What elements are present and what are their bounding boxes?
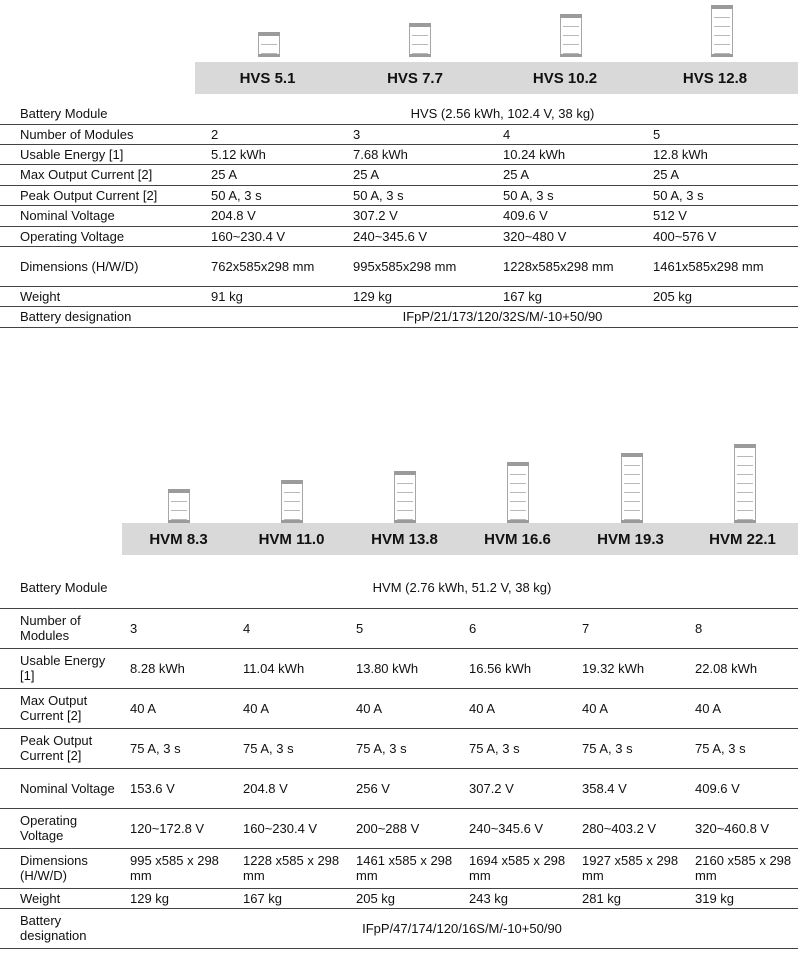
battery-stack-icon <box>711 5 733 57</box>
model-heading: HVS 5.1 <box>239 69 296 87</box>
hvm-spec-table <box>0 568 798 949</box>
model-heading: HVM 13.8 <box>371 530 438 548</box>
spec-row <box>0 124 798 144</box>
row-value: 240~345.6 V <box>349 226 499 246</box>
row-value: 281 kg <box>578 888 691 908</box>
row-value: 204.8 V <box>239 768 352 808</box>
row-label: Usable Energy [1] <box>0 648 126 688</box>
row-value: 409.6 V <box>499 205 649 226</box>
row-label: Operating Voltage <box>0 808 126 848</box>
row-value: 200~288 V <box>352 808 465 848</box>
row-label: Nominal Voltage <box>0 205 207 226</box>
battery-stack-icon <box>394 471 416 523</box>
model-heading: HVS 10.2 <box>532 69 598 87</box>
row-value: 240~345.6 V <box>465 808 578 848</box>
row-label: Battery designation <box>0 908 126 948</box>
row-value: 6 <box>465 608 578 648</box>
row-value: 319 kg <box>691 888 798 908</box>
spec-row <box>0 226 798 246</box>
row-value: 256 V <box>352 768 465 808</box>
row-value: 13.80 kWh <box>352 648 465 688</box>
row-label: Battery Module <box>0 568 126 608</box>
row-value: 4 <box>239 608 352 648</box>
row-value: 50 A, 3 s <box>207 185 349 205</box>
model-heading: HVM 22.1 <box>709 530 776 548</box>
spec-row <box>0 648 798 688</box>
row-value: 1694 x585 x 298 mm <box>465 848 578 888</box>
spec-row <box>0 568 798 608</box>
row-value: 25 A <box>207 164 349 185</box>
row-label: Usable Energy [1] <box>0 144 207 164</box>
row-value: 3 <box>349 124 499 144</box>
row-value: 25 A <box>649 164 798 185</box>
row-value: 40 A <box>126 688 239 728</box>
battery-stack-icon <box>621 453 643 523</box>
battery-stack-icon <box>168 489 190 523</box>
battery-stack-icon <box>258 32 280 57</box>
spec-row <box>0 768 798 808</box>
hvs-model-bar <box>195 62 798 94</box>
row-value: 8 <box>691 608 798 648</box>
battery-stack-icon <box>560 14 582 57</box>
row-value: 40 A <box>352 688 465 728</box>
row-label: Number of Modules <box>0 608 126 648</box>
row-value: 7 <box>578 608 691 648</box>
row-label: Nominal Voltage <box>0 768 126 808</box>
spec-row <box>0 688 798 728</box>
row-value: 307.2 V <box>465 768 578 808</box>
row-value: 205 kg <box>649 286 798 306</box>
hvs-spec-table <box>0 104 798 328</box>
row-value: 16.56 kWh <box>465 648 578 688</box>
battery-stack-icon <box>734 444 756 523</box>
spec-row <box>0 246 798 286</box>
row-value: 40 A <box>691 688 798 728</box>
spec-row <box>0 144 798 164</box>
row-value: 120~172.8 V <box>126 808 239 848</box>
row-value: 409.6 V <box>691 768 798 808</box>
row-value: 153.6 V <box>126 768 239 808</box>
row-label: Max Output Current [2] <box>0 688 126 728</box>
row-value: 50 A, 3 s <box>349 185 499 205</box>
row-value: 75 A, 3 s <box>126 728 239 768</box>
row-label: Operating Voltage <box>0 226 207 246</box>
row-label: Weight <box>0 286 207 306</box>
spec-row <box>0 848 798 888</box>
row-value: 50 A, 3 s <box>649 185 798 205</box>
battery-stack-icon <box>507 462 529 523</box>
row-value: 512 V <box>649 205 798 226</box>
spec-row <box>0 205 798 226</box>
model-heading: HVS 12.8 <box>682 69 748 87</box>
spec-row <box>0 306 798 327</box>
row-value: 3 <box>126 608 239 648</box>
row-value: 25 A <box>499 164 649 185</box>
row-value: 204.8 V <box>207 205 349 226</box>
row-value: 2160 x585 x 298 mm <box>691 848 798 888</box>
row-value: 160~230.4 V <box>207 226 349 246</box>
row-span-value: HVM (2.76 kWh, 51.2 V, 38 kg) <box>126 568 798 608</box>
model-heading: HVM 16.6 <box>484 530 551 548</box>
row-label: Battery Module <box>0 104 207 124</box>
spec-row <box>0 286 798 306</box>
row-value: 243 kg <box>465 888 578 908</box>
row-span-value: HVS (2.56 kWh, 102.4 V, 38 kg) <box>207 104 798 124</box>
row-value: 2 <box>207 124 349 144</box>
row-value: 40 A <box>239 688 352 728</box>
model-heading: HVS 7.7 <box>387 69 443 87</box>
row-value: 995 x585 x 298 mm <box>126 848 239 888</box>
spec-row <box>0 164 798 185</box>
row-value: 91 kg <box>207 286 349 306</box>
battery-stack-icon <box>409 23 431 57</box>
spec-row <box>0 608 798 648</box>
row-value: 75 A, 3 s <box>578 728 691 768</box>
row-value: 1461x585x298 mm <box>649 246 798 286</box>
spec-row <box>0 888 798 908</box>
row-value: 75 A, 3 s <box>465 728 578 768</box>
model-heading: HVM 19.3 <box>597 530 664 548</box>
row-value: 1228x585x298 mm <box>499 246 649 286</box>
row-value: 11.04 kWh <box>239 648 352 688</box>
row-value: 19.32 kWh <box>578 648 691 688</box>
spec-row <box>0 728 798 768</box>
row-value: 762x585x298 mm <box>207 246 349 286</box>
spec-row <box>0 908 798 948</box>
spec-row <box>0 104 798 124</box>
row-value: 5 <box>649 124 798 144</box>
row-value: 307.2 V <box>349 205 499 226</box>
spec-row <box>0 185 798 205</box>
row-value: 75 A, 3 s <box>691 728 798 768</box>
model-heading: HVM 11.0 <box>258 530 325 548</box>
row-label: Peak Output Current [2] <box>0 185 207 205</box>
row-value: 400~576 V <box>649 226 798 246</box>
row-value: 1927 x585 x 298 mm <box>578 848 691 888</box>
row-value: 75 A, 3 s <box>239 728 352 768</box>
row-value: 12.8 kWh <box>649 144 798 164</box>
row-value: 25 A <box>349 164 499 185</box>
hvm-model-bar <box>122 523 798 555</box>
row-label: Peak Output Current [2] <box>0 728 126 768</box>
row-value: 5 <box>352 608 465 648</box>
row-value: 10.24 kWh <box>499 144 649 164</box>
row-label: Battery designation <box>0 306 207 327</box>
row-label: Dimensions (H/W/D) <box>0 246 207 286</box>
row-label: Number of Modules <box>0 124 207 144</box>
battery-stack-icon <box>281 480 303 523</box>
row-value: 995x585x298 mm <box>349 246 499 286</box>
row-value: 4 <box>499 124 649 144</box>
row-value: 129 kg <box>349 286 499 306</box>
row-span-value: IFpP/21/173/120/32S/M/-10+50/90 <box>207 306 798 327</box>
row-value: 5.12 kWh <box>207 144 349 164</box>
row-value: 1461 x585 x 298 mm <box>352 848 465 888</box>
row-value: 358.4 V <box>578 768 691 808</box>
row-span-value: IFpP/47/174/120/16S/M/-10+50/90 <box>126 908 798 948</box>
model-heading: HVM 8.3 <box>149 530 208 548</box>
row-value: 50 A, 3 s <box>499 185 649 205</box>
row-value: 167 kg <box>499 286 649 306</box>
row-value: 320~460.8 V <box>691 808 798 848</box>
row-value: 167 kg <box>239 888 352 908</box>
row-value: 320~480 V <box>499 226 649 246</box>
row-value: 75 A, 3 s <box>352 728 465 768</box>
spec-row <box>0 808 798 848</box>
row-value: 22.08 kWh <box>691 648 798 688</box>
row-value: 160~230.4 V <box>239 808 352 848</box>
row-value: 40 A <box>578 688 691 728</box>
row-value: 7.68 kWh <box>349 144 499 164</box>
row-value: 280~403.2 V <box>578 808 691 848</box>
row-value: 129 kg <box>126 888 239 908</box>
row-value: 8.28 kWh <box>126 648 239 688</box>
row-value: 205 kg <box>352 888 465 908</box>
row-value: 1228 x585 x 298 mm <box>239 848 352 888</box>
row-label: Max Output Current [2] <box>0 164 207 185</box>
row-label: Weight <box>0 888 126 908</box>
row-value: 40 A <box>465 688 578 728</box>
row-label: Dimensions (H/W/D) <box>0 848 126 888</box>
